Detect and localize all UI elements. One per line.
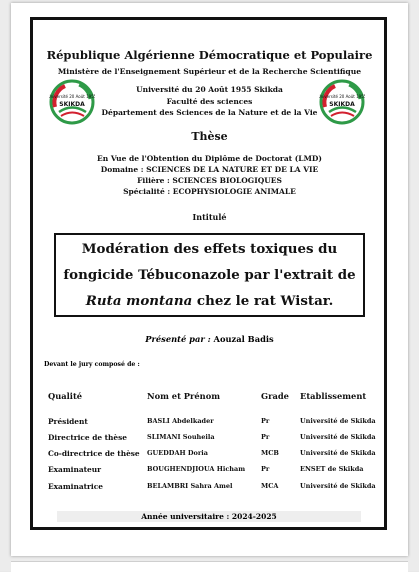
jury-intro: Devant le jury composé de : [44,361,140,368]
member-grade: Pr [261,465,270,473]
university-logo-right [319,79,365,125]
annee-universitaire: Année universitaire : 2024-2025 [57,511,361,522]
intitule-label: Intitulé [192,212,227,222]
republique-heading: République Algérienne Démocratique et Populaire [46,48,373,62]
member-nom: BASLI Abdelkader [147,417,214,425]
document-page [11,3,408,556]
header-nom: Nom et Prénom [147,391,221,401]
diplome-line: En Vue de l'Obtention du Diplôme de Doctorat (LMD) [97,154,322,163]
svg-text:SKIKDA: SKIKDA [59,101,85,108]
these-heading: Thèse [191,130,228,143]
member-nom: SLIMANI Souheila [147,433,215,441]
member-etablissement: Université de Skikda [300,433,376,441]
table-row [48,417,378,431]
member-grade: MCA [261,482,279,490]
header-etablissement: Etablissement [300,391,367,401]
table-row [48,433,378,447]
author-name: Aouzal Badis [213,334,274,344]
member-etablissement: Université de Skikda [300,482,376,490]
member-grade: Pr [261,417,270,425]
university-logo-left [49,79,95,125]
specialite-line: Spécialité : ECOPHYSIOLOGIE ANIMALE [123,187,296,196]
table-row [48,465,378,479]
svg-text:Université 20 Août 1955: Université 20 Août 1955 [49,94,95,99]
header-qualite: Qualité [48,391,83,401]
thesis-title-line-3 [56,288,363,314]
thesis-title-line-1: Modération des effets toxiques du [81,241,338,257]
member-nom: BOUGHENDJIOUA Hicham [147,465,246,473]
member-etablissement: Université de Skikda [300,449,376,457]
member-qualite: Président [48,417,88,426]
header-grade: Grade [261,391,289,401]
ministere-line: Ministère de l'Enseignement Supérieur et de la Recherche Scientifique [57,67,362,76]
presente-par [11,334,408,344]
filiere-line: Filière : SCIENCES BIOLOGIQUES [137,176,282,185]
member-grade: MCB [261,449,279,457]
presente-label: Présenté par : [145,334,211,344]
svg-text:Université 20 Août 1955: Université 20 Août 1955 [319,94,365,99]
member-etablissement: ENSET de Skikda [300,465,364,473]
member-nom: BELAMBRI Sahra Amel [147,482,233,490]
member-grade: Pr [261,433,270,441]
thesis-title-box [54,233,365,317]
svg-text:SKIKDA: SKIKDA [329,101,355,108]
table-row [48,449,378,463]
thesis-title-line-2: fongicide Tébuconazole par l'extrait de [63,267,356,283]
member-qualite: Directrice de thèse [48,433,127,442]
member-qualite: Co-directrice de thèse [48,449,140,458]
thesis-title-line-3-rest: chez le rat Wistar. [192,293,334,309]
member-etablissement: Université de Skikda [300,417,376,425]
next-page-edge [11,561,408,572]
departement-line: Département des Sciences de la Nature et de la Vie [101,108,318,117]
member-nom: GUEDDAH Doria [147,449,208,457]
universite-line: Université du 20 Août 1955 Skikda [136,85,283,94]
table-row [48,482,378,496]
species-name: Ruta montana [85,293,193,309]
faculte-line: Faculté des sciences [166,97,253,106]
member-qualite: Examinatrice [48,482,103,491]
member-qualite: Examinateur [48,465,102,474]
domaine-line: Domaine : SCIENCES DE LA NATURE ET DE LA VIE [100,165,319,174]
